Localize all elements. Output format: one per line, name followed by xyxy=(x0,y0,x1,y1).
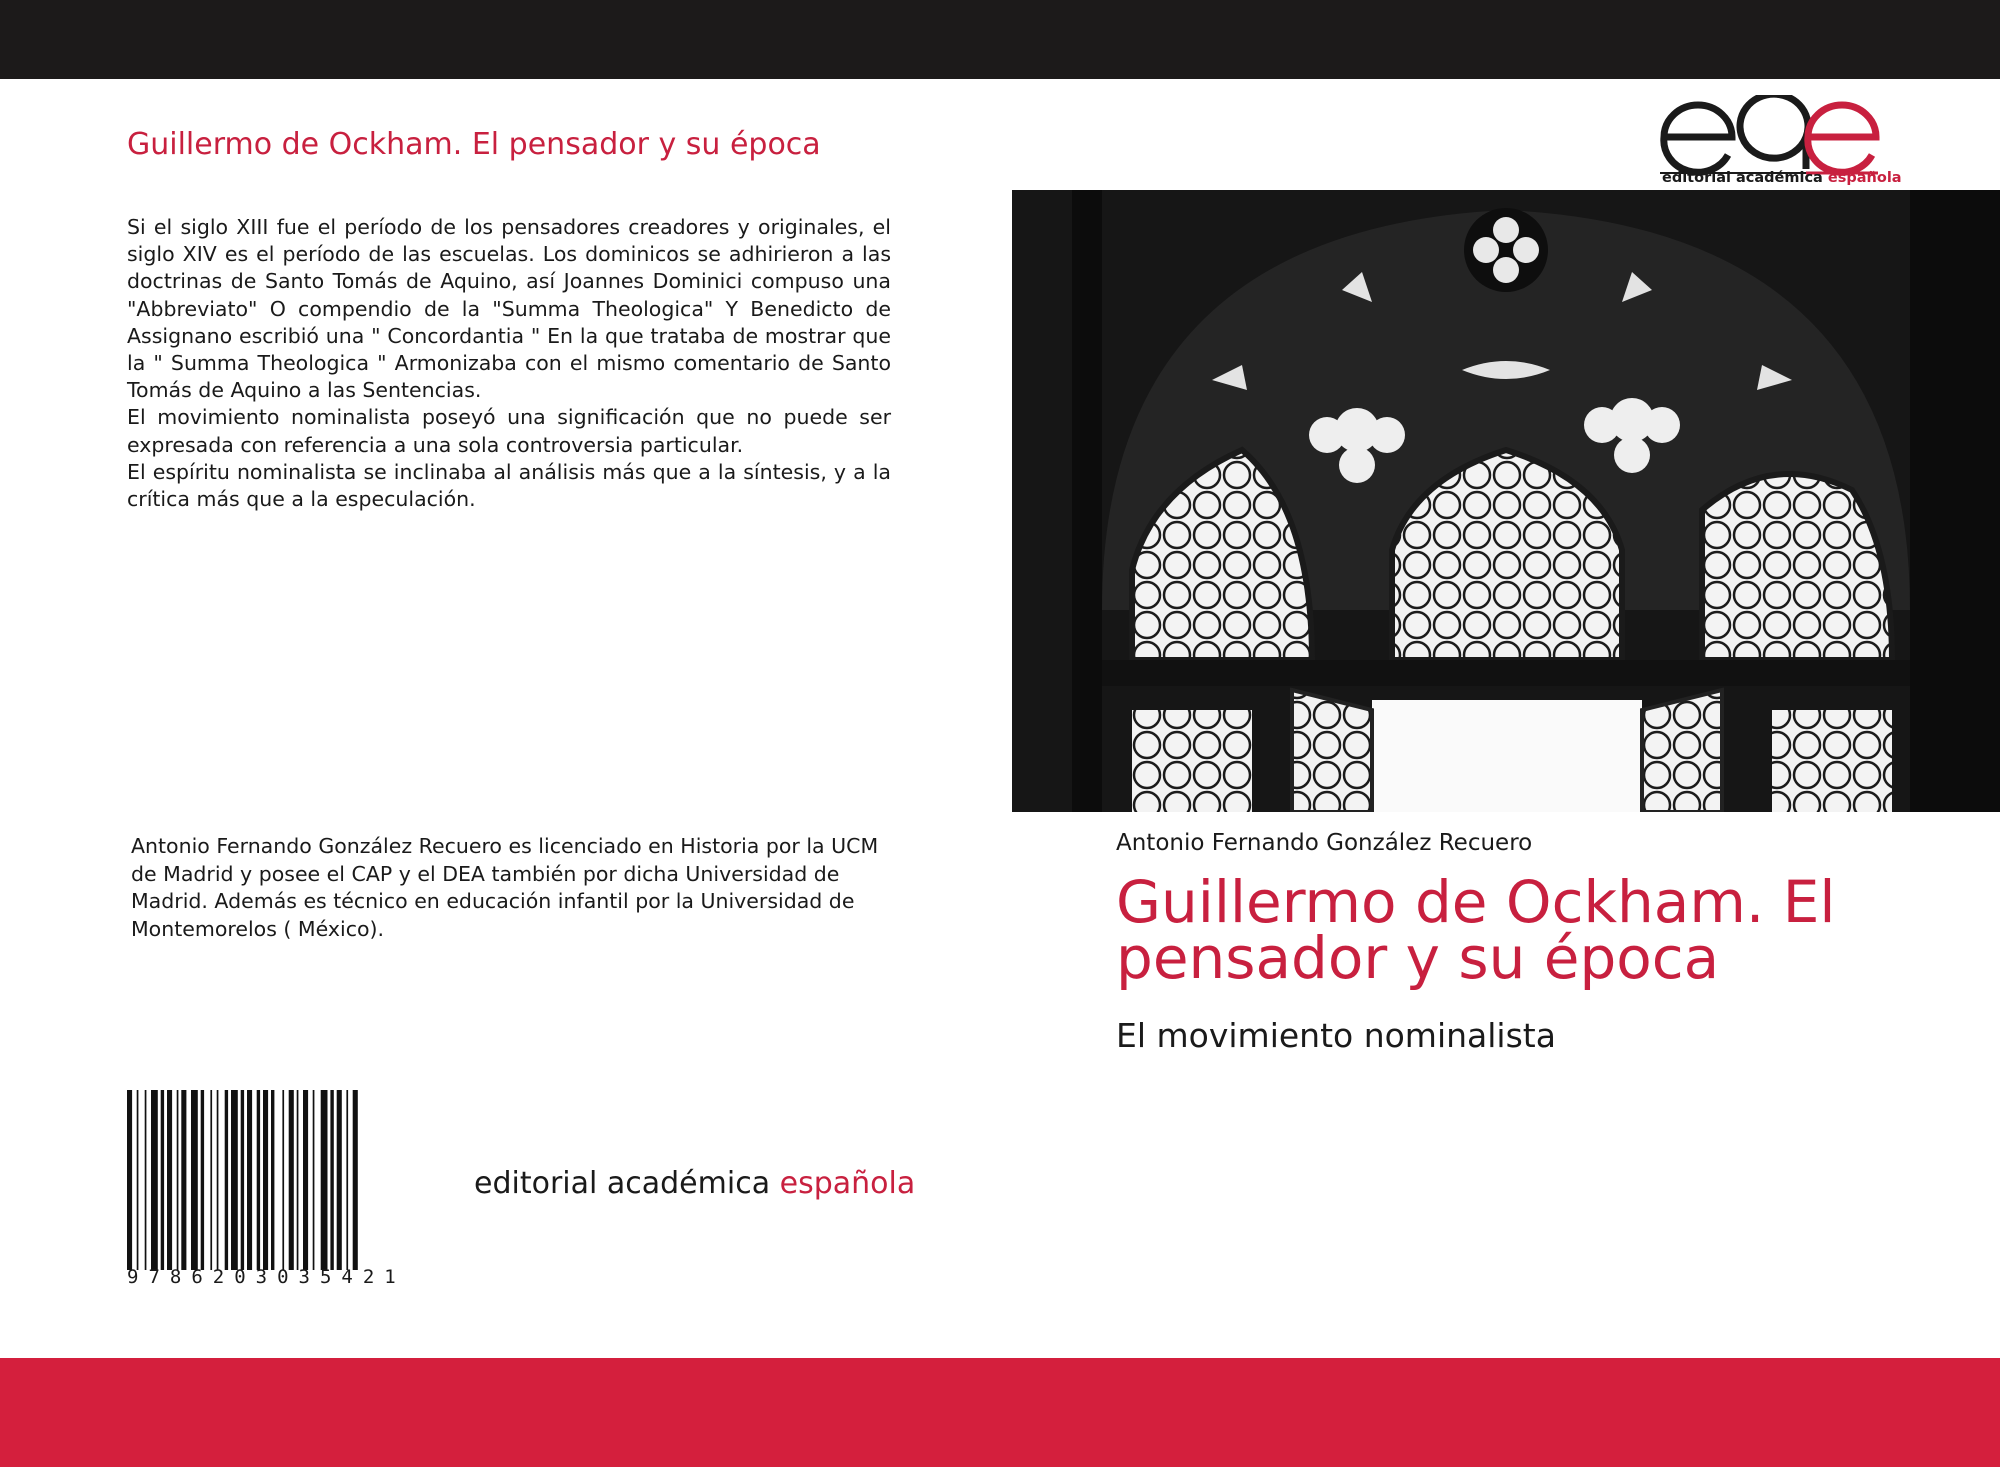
barcode-bar xyxy=(151,1090,158,1270)
barcode-bar xyxy=(177,1090,179,1270)
barcode-bar xyxy=(241,1090,244,1270)
logo-caption-main: editorial académica xyxy=(1662,170,1823,186)
front-author: Antonio Fernando González Recuero xyxy=(1116,830,1533,856)
bottom-band xyxy=(0,1358,2000,1467)
barcode-bar xyxy=(337,1090,342,1270)
imprint-accent: española xyxy=(779,1166,916,1201)
barcode-bar xyxy=(313,1090,315,1270)
top-band xyxy=(0,0,2000,79)
barcode-bar xyxy=(353,1090,358,1270)
cover-photo-gothic-window xyxy=(1012,190,2000,812)
barcode-bar xyxy=(181,1090,186,1270)
barcode-bar xyxy=(217,1090,219,1270)
barcode-bar xyxy=(191,1090,198,1270)
barcode-bar xyxy=(231,1090,238,1270)
barcode-bar xyxy=(210,1090,212,1270)
barcode-bar xyxy=(297,1090,299,1270)
barcode-bar xyxy=(321,1090,328,1270)
barcode-bar xyxy=(225,1090,228,1270)
back-cover-blurb xyxy=(127,214,891,513)
imprint-main: editorial académica xyxy=(474,1166,771,1201)
publisher-imprint xyxy=(474,1166,915,1201)
barcode-bar xyxy=(303,1090,308,1270)
logo-caption-accent: española xyxy=(1827,170,1902,186)
barcode-bar xyxy=(127,1090,132,1270)
back-cover-title: Guillermo de Ockham. El pensador y su época xyxy=(127,127,821,162)
barcode-digits: 9786203035421 xyxy=(127,1266,406,1288)
barcode-bar xyxy=(346,1090,348,1270)
blurb-paragraph: El espíritu nominalista se inclinaba al análisis más que a la síntesis, y a la crítica más que a la especulación. xyxy=(127,459,891,512)
barcode-bar xyxy=(289,1090,294,1270)
barcode-bar xyxy=(247,1090,252,1270)
barcode-bar xyxy=(201,1090,204,1270)
blurb-paragraph: El movimiento nominalista poseyó una significación que no puede ser expresada con referencia a una sola controversia particular. xyxy=(127,405,891,457)
barcode-bar xyxy=(282,1090,284,1270)
author-bio: Antonio Fernando González Recuero es licenciado en Historia por la UCM de Madrid y posee el CAP y el DEA también por dicha Universidad de Madrid. Además es técnico en educación infantil por la Universidad de Montemorelos ( México). xyxy=(131,834,879,941)
barcode-bar xyxy=(263,1090,268,1270)
front-title: Guillermo de Ockham. El pensador y su época xyxy=(1116,868,1836,992)
blurb-paragraph: Si el siglo XIII fue el período de los pensadores creadores y originales, el siglo XIV es el período de las escuelas. Los dominicos se adhirieron a las doctrinas de Santo Tomás de Aquino, así Joannes Dominici compuso una "Abbreviato" O compendio de la "Summa Theologica" Y Benedicto de Assignano escribió una " Concordantia " En la que trataba de mostrar que la " Summa Theologica " Armonizaba con el mismo comentario de Santo Tomás de Aquino a las Sentencias. xyxy=(127,215,891,403)
barcode-bar xyxy=(167,1090,172,1270)
barcode-bar xyxy=(161,1090,164,1270)
barcode xyxy=(127,1090,457,1290)
barcode-bar xyxy=(271,1090,274,1270)
barcode-bar xyxy=(137,1090,139,1270)
barcode-bar xyxy=(330,1090,333,1270)
barcode-bar xyxy=(145,1090,147,1270)
barcode-bar xyxy=(257,1090,260,1270)
logo-caption xyxy=(1662,170,1902,186)
front-subtitle: El movimiento nominalista xyxy=(1116,1016,1556,1055)
